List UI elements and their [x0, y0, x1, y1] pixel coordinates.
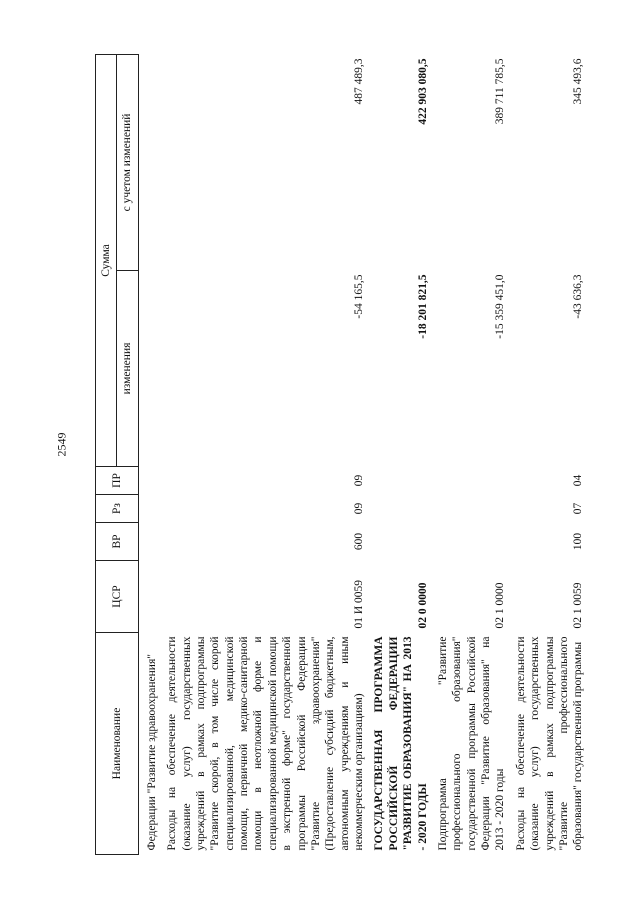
row-pr: 09: [353, 474, 365, 487]
row-csr: 02 1 0059: [572, 582, 585, 629]
table-row: [433, 54, 511, 854]
header-vr: ВР: [96, 523, 139, 561]
row-vr: [138, 523, 162, 561]
page-number: 2549: [54, 432, 69, 457]
row-name: Расходы на обеспечение деятельности (оказание услуг) государственных учреждений в рамках подпрограммы "Развитие профессионального образования" государственной программы: [514, 636, 585, 851]
row-vr: 600: [353, 532, 365, 551]
row-name: Подпрограмма "Развитие профессионального образования" государственной программы Российской Федерации "Развитие образования" на 2013 - 2020 годы: [436, 636, 507, 851]
header-row-1: [96, 54, 117, 854]
rotated-page: [95, 55, 600, 855]
header-csr: ЦСР: [96, 561, 139, 633]
table-row: [511, 54, 589, 854]
row-change: [138, 271, 162, 467]
row-pr: 04: [572, 474, 585, 487]
row-total: 422 903 080,5: [416, 58, 429, 125]
table-row: [138, 54, 162, 854]
row-name: Федерации "Развитие здравоохранения": [145, 654, 158, 851]
row-rz: [433, 495, 511, 523]
row-total: 487 489,3: [353, 58, 365, 105]
row-csr: 01 И 0059: [353, 579, 365, 629]
row-vr: [433, 523, 511, 561]
table-row: [162, 54, 369, 854]
row-vr: [369, 523, 433, 561]
row-pr: [433, 467, 511, 495]
row-total: 389 711 785,5: [494, 58, 507, 125]
row-rz: [138, 495, 162, 523]
row-change: -43 636,3: [572, 274, 585, 319]
row-name: Расходы на обеспечение деятельности (оказание услуг) государственных учреждений в рамках подпрограммы "Развитие скорой, в том числе скорой специализированной, медицинской помощи, первичной медико-санитарной помощи в неотложной форме и специализированной медицинской помощи в экстренной форме" государственной программы Российской Федерации "Развитие здравоохранения" (Предоставление субсидий бюджетным, автономным учреждениям и иным некоммерческим организациям): [166, 636, 365, 851]
header-rz: Рз: [96, 495, 139, 523]
header-pr: ПР: [96, 467, 139, 495]
row-pr: [138, 467, 162, 495]
row-vr: 100: [572, 532, 585, 551]
row-change: -54 165,5: [353, 274, 365, 319]
row-total: 345 493,6: [572, 58, 585, 105]
row-total: [138, 54, 162, 270]
row-rz: [369, 495, 433, 523]
header-name: Наименование: [96, 633, 139, 855]
budget-table: [95, 54, 589, 855]
row-csr: 02 1 0000: [494, 582, 507, 629]
table-row: [369, 54, 433, 854]
row-change: -18 201 821,5: [416, 274, 429, 339]
row-change: -15 359 451,0: [494, 274, 507, 339]
row-rz: 09: [353, 502, 365, 515]
row-csr: 02 0 0000: [416, 582, 429, 629]
header-sum: Сумма: [96, 54, 117, 466]
row-rz: 07: [572, 502, 585, 515]
row-csr: [138, 561, 162, 633]
row-name: ГОСУДАРСТВЕННАЯ ПРОГРАММА РОССИЙСКОЙ ФЕДЕРАЦИИ "РАЗВИТИЕ ОБРАЗОВАНИЯ" НА 2013 - 2020 ГОДЫ: [373, 636, 429, 851]
header-changes: изменения: [117, 271, 138, 467]
row-pr: [369, 467, 433, 495]
budget-table-container: [95, 55, 600, 855]
header-with-changes: с учетом изменений: [117, 54, 138, 270]
